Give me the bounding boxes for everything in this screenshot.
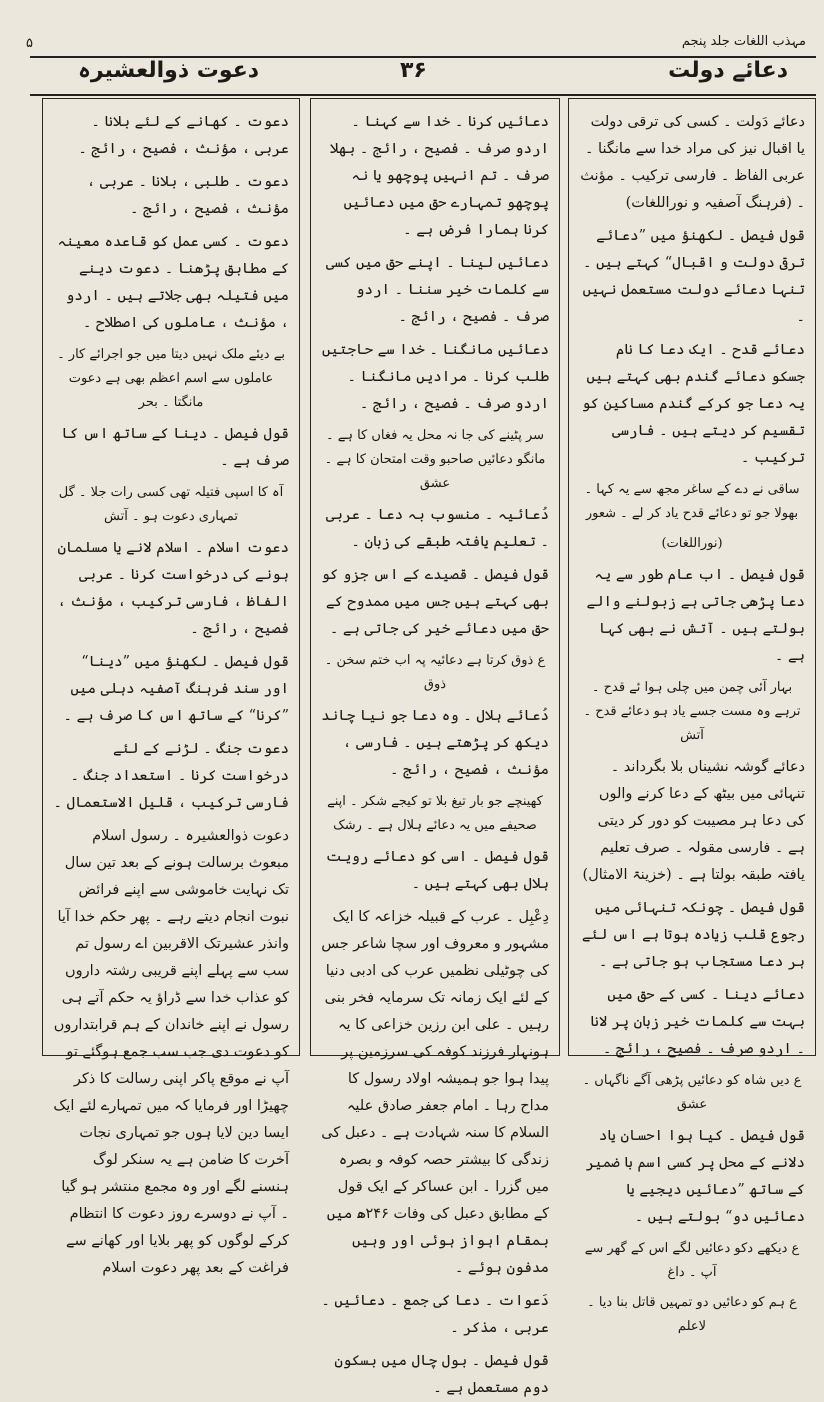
verse-line: ع دیکھے دکو دعائیں لگے اس کے گھر سے آپ ۔ داغ [584,1241,800,1280]
dictionary-entry: دعوت جنگ ۔ لڑنے کے لئے درخواست کرنا ۔ استعداد جنگ ۔ فارسی ترکیب ، قلیل الاستعمال ۔ [53,741,289,811]
header-rule-bottom [30,94,816,96]
verse-line: (نوراللغات) [661,536,723,551]
dictionary-entry: دعائے دینا ۔ کسی کے حق میں بہت سے کلمات خیر زبان پر لانا ۔ اردو صرف ۔ فصیح ، رائج ۔ [590,987,805,1057]
column-left [42,98,300,1276]
dictionary-entry: قول فیصل ۔ بول چال میں بسکون دوم مستعمل ہے ۔ [334,1353,549,1396]
dictionary-entry: قول فیصل ۔ لکھنؤ میں ”دعائے ترقی دولت و اقبال“ کہتے ہیں ۔ تنہا دعائے دولت مستعمل نہیں ۔ [582,228,805,325]
dictionary-entry: قول فیصل ۔ اسی کو دعائے رویت ہلال بھی کہتے ہیں ۔ [325,849,549,892]
left-running-head: دعوت ذوالعشیرہ [78,58,260,83]
dictionary-entry: قول فیصل ۔ دینا کے ساتھ اس کا صرف ہے ۔ [61,426,289,469]
dictionary-entry: قول فیصل ۔ لکھنؤ میں ”دینا“ اور سند فرہنگ آصفیہ دہلی میں ”کرنا“ کے ساتھ اس کا صرف ہے ۔ [63,654,289,724]
dictionary-entry: دعائے قدح ۔ ایک دعا کا نام جسکو دعائے گندم بھی کہتے ہیں یہ دعا جو کرکے گندم مساکین کو تقسیم کر دیتے ہیں ۔ فارسی ترکیب ۔ [581,342,805,466]
series-title: مہذب اللغات جلد پنجم [681,34,806,49]
dictionary-entry: دعائیں لینا ۔ اپنے حق میں کسی سے کلمات خیر سننا ۔ اردو صرف ۔ فصیح ، رائج ۔ [325,255,549,325]
column-right [568,98,816,1334]
dictionary-entry: دُعائیہ ۔ منسوب بہ دعا ۔ عربی ۔ تعلیم یافتہ طبقے کی زبان ۔ [325,507,549,550]
page-header [0,0,824,92]
verse-line: ع دیں شاہ کو دعائیں پڑھی آگے ناگہاں ۔ عشق [582,1073,802,1112]
dictionary-entry: دعائے دَولت ۔ کسی کی ترقی دولت یا اقبال نیز کی مراد خدا سے مانگنا ۔ عربی الفاظ ۔ فارسی ترکیب ۔ مؤنث ۔ (فرہنگ آصفیہ و نوراللغات) [580,114,805,211]
page-number: ۵ [26,36,33,51]
verse-line: سر پٹینے کی جا نہ محل یہ فغاں کا ہے ۔ مانگو دعائیں صاحبو وقت امتحان کا ہے ۔ عشق [324,428,546,491]
verse-line: بہار آئی چمن میں چلی ہوا ئے قدح ۔ ترہے وہ مست جسے یاد ہو دعائے قدح ۔ آتش [583,680,801,743]
dictionary-entry: دعائیں مانگنا ۔ خدا سے حاجتیں طلب کرنا ۔ مرادیں مانگنا ۔ اردو صرف ۔ فصیح ، رائج ۔ [322,342,549,412]
verse-line: بے دیئے ملک نہیں دیتا میں جو اجرائے کار ۔ عاملوں سے اسم اعظم بھی ہے دعوت مانگتا ۔ بحر [57,347,285,410]
dictionary-entry: دعوت ۔ کھانے کے لئے بلانا ۔ عربی ، مؤنث ، فصیح ، رائج ۔ [78,114,289,157]
center-page-number: ۳۶ [400,58,427,83]
dictionary-entry: دعوت ۔ طلبی ، بلانا ۔ عربی ، مؤنث ، فصیح ، رائج ۔ [86,174,289,217]
dictionary-entry: دعائے گوشہ نشیناں بلا بگرداند ۔ تنہائی میں بیٹھ کے دعا کرنے والوں کی دعا ہر مصیبت کو دور کر دیتی ہے ۔ فارسی مقولہ ۔ صرف تعلیم یافتہ طبقہ بولتا ہے ۔ (خزینۃ الامثال) [582,759,805,883]
dictionary-entry: دعوت اسلام ۔ اسلام لانے یا مسلمان ہونے کی درخواست کرنا ۔ عربی الفاظ ، فارسی ترکیب ، مؤنث ، فصیح ، رائج ۔ [57,540,289,637]
dictionary-entry: دعوت ۔ کسی عمل کو قاعدہ معینہ کے مطابق پڑھنا ۔ دعوت دینے میں فتیلہ بھی جلاتے ہیں ۔ اردو ، مؤنث ، عاملوں کی اصطلاح ۔ [57,234,289,331]
dictionary-entry: دِعْبِل ۔ عرب کے قبیلہ خزاعہ کا ایک مشہور و معروف اور سچا شاعر جس کی چوٹیلی نظمیں عرب کی ادبی دنیا کے لئے ایک زمانہ تک سرمایہ فخر بنی رہیں ۔ علی ابن رزین خزاعی کا یہ ہونہار فرزند کوفہ کی سرزمین پر پیدا ہوا جو ہمیشہ اولاد رسول کا مداح رہا ۔ امام جعفر صادق علیہ السلام کا سنہ شہادت ہے ۔ دعبل کی زندگی کا بیشتر حصہ کوفہ و بصرہ میں گزرا ۔ ابن عساکر کے ایک قول کے مطابق دعبل کی وفات ۲۴۶ھ میں بمقام اہواز ہوئی اور وہیں مدفون ہوئے ۔ [321,909,549,1276]
dictionary-entry: دَعوات ۔ دعا کی جمع ۔ دعائیں ۔ عربی ، مذکر ۔ [321,1293,549,1336]
column-middle [310,98,560,1396]
dictionary-entry: دعوت ذوالعشیرہ ۔ رسول اسلام مبعوث برسالت ہونے کے بعد تین سال تک نہایت خاموشی سے اپنے فرائض نبوت انجام دیتے رہے ۔ پھر حکم خدا آیا وانذر عشیرتک الاقربین اے رسول تم سب سے پہلے اپنے قریبی رشتہ داروں کو عذاب خدا سے ڈراؤ یہ حکم آتے ہی رسول نے اپنے خاندان کے ہم قرابتداروں کو دعوت دی جب سب جمع ہوگئے تو آپ نے موقع پاکر اپنی رسالت کا ذکر چھیڑا اور فرمایا کہ میں تمہارے لئے ایک ایسا دین لایا ہوں جو تمہاری نجات آخرت کا ضامن ہے یہ سنکر لوگ ہنسنے لگے اور وہ مجمع منتشر ہو گیا ۔ آپ نے دوسرے روز دعوت کا انتظام کرکے لوگوں کو پھر بلایا اور کھانے سے فراغت کے بعد پھر دعوت اسلام [53,828,289,1276]
verse-line: ع ہم کو دعائیں دو تمہیں قاتل بنا دیا ۔ لاعلم [587,1295,797,1334]
dictionary-entry: قول فیصل ۔ اب عام طور سے یہ دعا پڑھی جاتی ہے زبولنے والے بولتے ہیں ۔ آتش نے بھی کہا ہے ۔ [586,567,805,664]
dictionary-entry: دعائیں کرنا ۔ خدا سے کہنا ۔ اردو صرف ۔ فصیح ، رائج ۔ بھلا صرف ۔ تم انہیں پوچھو یا نہ پوچھو تمہارے حق میں دعائیں کرنا ہمارا فرض ہے ۔ [329,114,549,238]
verse-line: ساقی نے دے کے ساغر مجھ سے یہ کہا ۔ بھولا جو تو دعائے قدح یاد کر لے ۔ شعور [584,482,800,521]
verse-line: کھینچے جو بار تیغ بلا تو کیجے شکر ۔ اپنے صحیفے میں یہ دعائے ہلال ہے ۔ رشک [327,794,543,833]
dictionary-entry: قول فیصل ۔ قصیدے کے اس جزو کو بھی کہتے ہیں جس میں ممدوح کے حق میں دعائے خیر کی جاتی ہے ۔ [321,567,549,637]
dictionary-entry: دُعائے ہلال ۔ وہ دعا جو نیا چاند دیکھ کر پڑھتے ہیں ۔ فارسی ، مؤنث ، فصیح ، رائج ۔ [321,708,549,778]
dictionary-entry: قول فیصل ۔ کیا ہوا احسان یاد دلانے کے محل پر کسی اسم با ضمیر کے ساتھ ”دعائیں دیجیے یا دعائیں دو“ بولتے ہیں ۔ [585,1128,805,1225]
verse-line: ع ذوق کرتا ہے دعائیہ پہ اب ختم سخن ۔ ذوق [324,653,546,692]
right-running-head: دعائے دولت [668,58,788,83]
verse-line: آہ کا اسپی فتیلہ تھی کسی رات جلا ۔ گل تمہاری دعوت ہو ۔ آتش [58,485,284,524]
dictionary-entry: قول فیصل ۔ چونکہ تنہائی میں رجوع قلب زیادہ ہوتا ہے اس لئے ہر دعا مستجاب ہو جاتی ہے ۔ [581,900,805,970]
